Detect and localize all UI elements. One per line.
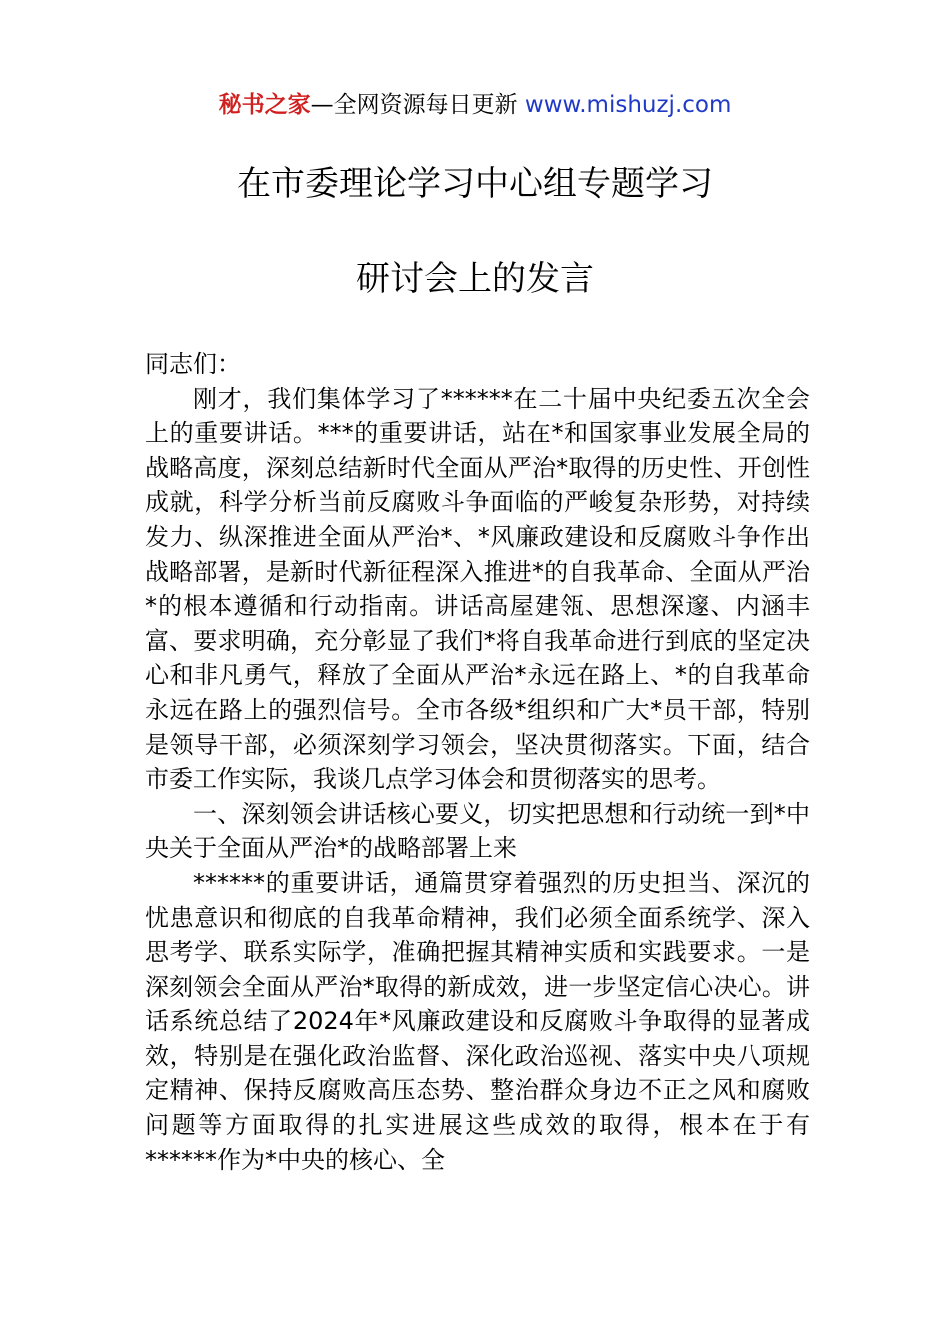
salutation: 同志们： — [145, 350, 241, 378]
document-body — [145, 347, 810, 1177]
document-title-line1: 在市委理论学习中心组专题学习 — [237, 164, 713, 204]
site-header — [0, 88, 950, 122]
paragraph-section-1: ******的重要讲话，通篇贯穿着强烈的历史担当、深沉的忧患意识和彻底的自我革命精神，我们必须全面系统学、深入思考学、联系实际学，准确把握其精神实质和实践要求。一是深刻领会全面从严治*取得的新成效，进一步坚定信心决心。讲话系统总结了2024年*风廉政建设和反腐败斗争取得的显著成效，特别是在强化政治监督、深化政治巡视、落实中央八项规定精神、保持反腐败高压态势、整治群众身边不正之风和腐败问题等方面取得的扎实进展这些成效的取得，根本在于有******作为*中央的核心、全 — [145, 868, 810, 1174]
site-url-link[interactable]: www.mishuzj.com — [524, 92, 732, 118]
paragraph-intro: 刚才，我们集体学习了******在二十届中央纪委五次全会上的重要讲话。***的重要讲话，站在*和国家事业发展全局的战略高度，深刻总结新时代全面从严治*取得的历史性、开创性成就，科学分析当前反腐败斗争面临的严峻复杂形势，对持续发力、纵深推进全面从严治*、*风廉政建设和反腐败斗争作出战略部署，是新时代新征程深入推进*的自我革命、全面从严治*的根本遵循和行动指南。讲话高屋建瓴、思想深邃、内涵丰富、要求明确，充分彰显了我们*将自我革命进行到底的坚定决心和非凡勇气，释放了全面从严治*永远在路上、*的自我革命永远在路上的强烈信号。全市各级*组织和广大*员干部，特别是领导干部，必须深刻学习领会，坚决贯彻落实。下面，结合市委工作实际，我谈几点学习体会和贯彻落实的思考。 — [145, 384, 810, 794]
site-tagline: —全网资源每日更新 — [310, 92, 525, 118]
section-heading-1: 一、深刻领会讲话核心要义，切实把思想和行动统一到*中央关于全面从严治*的战略部署上来 — [145, 799, 810, 863]
document-title-line2: 研讨会上的发言 — [356, 259, 594, 299]
brand-name: 秘书之家 — [218, 92, 311, 118]
